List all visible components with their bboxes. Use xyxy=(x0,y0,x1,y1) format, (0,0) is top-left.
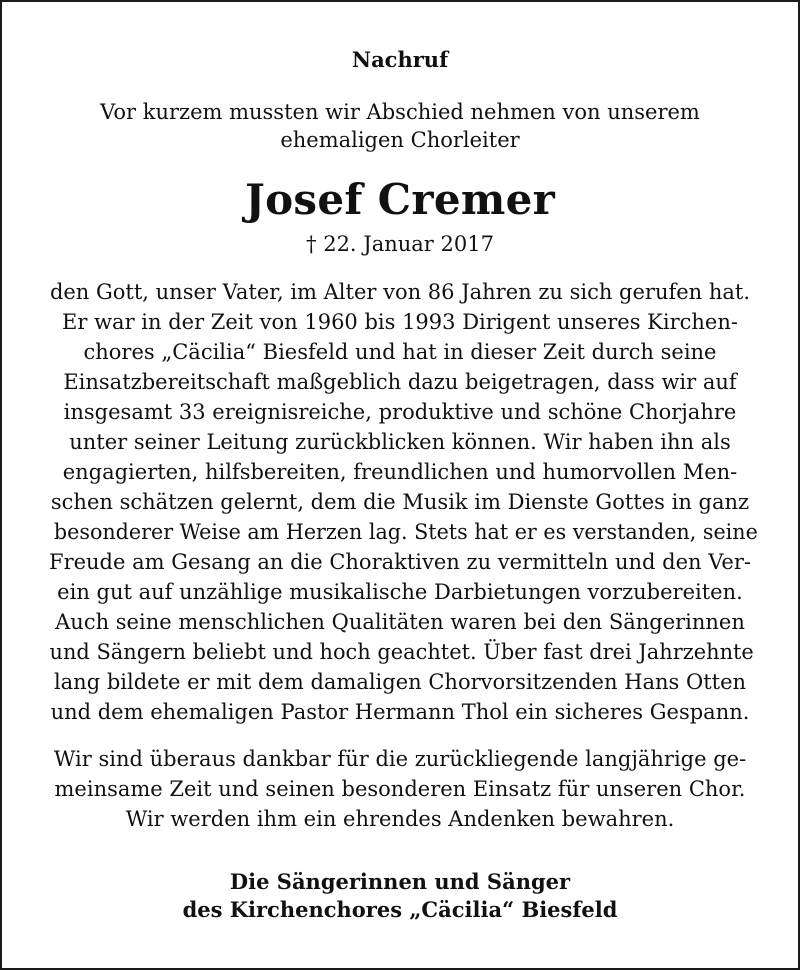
body-line: und Sängern beliebt und hoch geachtet. Über fast drei Jahrzehnte xyxy=(49,640,754,664)
body-line: Er war in der Zeit von 1960 bis 1993 Dirigent unseres Kirchen- xyxy=(62,310,738,334)
signature-line: Die Sängerinnen und Sänger xyxy=(229,869,571,894)
intro-line: Vor kurzem mussten wir Abschied nehmen von unserem xyxy=(100,100,700,124)
body-line: ein gut auf unzählige musikalische Darbietungen vorzubereiten. xyxy=(57,580,743,604)
body-line: chores „Cäcilia“ Biesfeld und hat in dieser Zeit durch seine xyxy=(83,340,717,364)
intro-line: ehemaligen Chorleiter xyxy=(280,128,520,152)
closing-paragraph xyxy=(48,744,752,834)
body-line: und dem ehemaligen Pastor Hermann Thol ein sicheres Gespann. xyxy=(50,700,750,724)
signature xyxy=(2,868,798,924)
body-line: lang bildete er mit dem damaligen Chorvorsitzenden Hans Otten xyxy=(53,670,747,694)
obituary-body xyxy=(48,277,758,727)
body-line: besonderer Weise am Herzen lag. Stets hat er es verstanden, seine xyxy=(53,520,758,544)
body-line: schen schätzen gelernt, dem die Musik im Dienste Gottes in ganz xyxy=(50,490,750,514)
body-line: engagierten, hilfsbereiten, freundlichen und humorvollen Men- xyxy=(62,460,738,484)
body-line: Auch seine menschlichen Qualitäten waren bei den Sängerinnen xyxy=(55,610,745,634)
intro-text xyxy=(42,98,758,154)
closing-line: Wir werden ihm ein ehrendes Andenken bewahren. xyxy=(125,807,675,831)
body-line: Freude am Gesang an die Choraktiven zu vermitteln und den Ver- xyxy=(49,550,751,574)
body-line: den Gott, unser Vater, im Alter von 86 Jahren zu sich gerufen hat. xyxy=(49,280,751,304)
signature-line: des Kirchenchores „Cäcilia“ Biesfeld xyxy=(182,897,618,922)
body-line: insgesamt 33 ereignisreiche, produktive und schöne Chorjahre xyxy=(63,400,737,424)
notice-heading: Nachruf xyxy=(351,47,449,72)
closing-line: Wir sind überaus dankbar für die zurückliegende langjährige ge- xyxy=(53,747,747,771)
deceased-name: Josef Cremer xyxy=(244,175,556,224)
body-line: unter seiner Leitung zurückblicken können. Wir haben ihn als xyxy=(69,430,731,454)
death-date: † 22. Januar 2017 xyxy=(306,232,494,256)
body-line: Einsatzbereitschaft maßgeblich dazu beigetragen, dass wir auf xyxy=(63,370,737,394)
closing-line: meinsame Zeit und seinen besonderen Einsatz für unseren Chor. xyxy=(54,777,746,801)
